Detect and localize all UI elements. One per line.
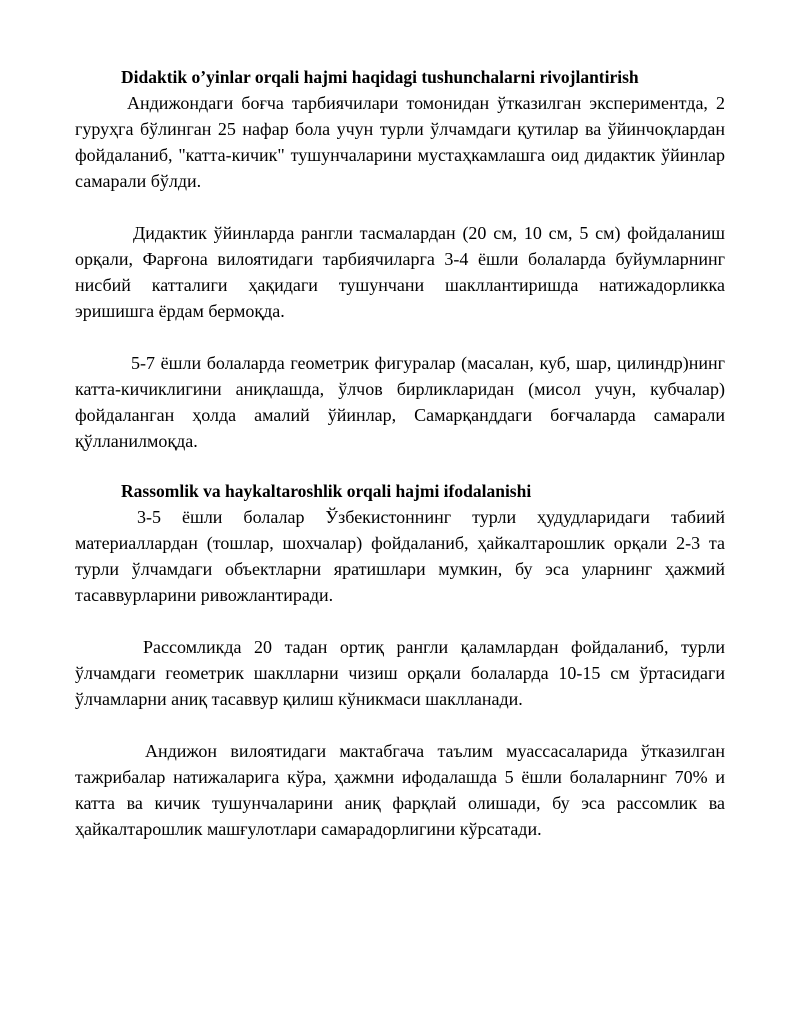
- paragraph-andijan-experiment: Андижондаги боғча тарбиячилари томонидан ўтказилган экспериментда, 2 гуруҳга бўлинган 25 нафар бола учун турли ўлчамдаги қутилар ва ўйинчоқлардан фойдаланиб, "катта-кичик" тушунчаларини мустаҳкамлашга оид дидактик ўйинлар самарали бўлди.: [75, 93, 725, 191]
- document-page: [75, 64, 725, 842]
- paragraph-andijan-results: Андижон вилоятидаги мактабгача таълим муассасаларида ўтказилган тажрибалар натижаларига кўра, ҳажмни ифодалашда 5 ёшли болаларнинг 70% и катта ва кичик тушунчаларини аниқ фарқлай олишади, бу эса рассомлик ва ҳайкалтарошлик машғулотлари самарадорлигини кўрсатади.: [75, 741, 725, 839]
- section-heading-didactic-games: Didaktik o’yinlar orqali hajmi haqidagi tushunchalarni rivojlantirish: [121, 67, 639, 87]
- section-heading-art-sculpture: Rassomlik va haykaltaroshlik orqali hajmi ifodalanishi: [121, 481, 532, 501]
- paragraph-colored-ribbons: Дидактик ўйинларда рангли тасмалардан (20 см, 10 см, 5 см) фойдаланиш орқали, Фарғона вилоятидаги тарбиячиларга 3-4 ёшли болаларда буйумларнинг нисбий катталиги ҳақидаги тушунчани шакллантиришда натижадорликка эришишга ёрдам бермоқда.: [75, 223, 725, 321]
- paragraph-natural-materials: 3-5 ёшли болалар Ўзбекистоннинг турли ҳудудларидаги табиий материаллардан (тошлар, шохчалар) фойдаланиб, ҳайкалтарошлик орқали 2-3 та турли ўлчамдаги объектларни яратишлари мумкин, бу эса уларнинг ҳажмий тасаввурларини ривожлантиради.: [75, 507, 725, 605]
- paragraph-colored-pencils: Рассомликда 20 тадан ортиқ рангли қаламлардан фойдаланиб, турли ўлчамдаги геометрик шаклларни чизиш орқали болаларда 10-15 см ўртасидаги ўлчамларни аниқ тасаввур қилиш кўникмаси шаклланади.: [75, 637, 725, 709]
- paragraph-geometric-figures: 5-7 ёшли болаларда геометрик фигуралар (масалан, куб, шар, цилиндр)нинг катта-кичиклигини аниқлашда, ўлчов бирликларидан (мисол учун, кубчалар) фойдаланган ҳолда амалий ўйинлар, Самарқанддаги боғчаларда самарали қўлланилмоқда.: [75, 353, 725, 451]
